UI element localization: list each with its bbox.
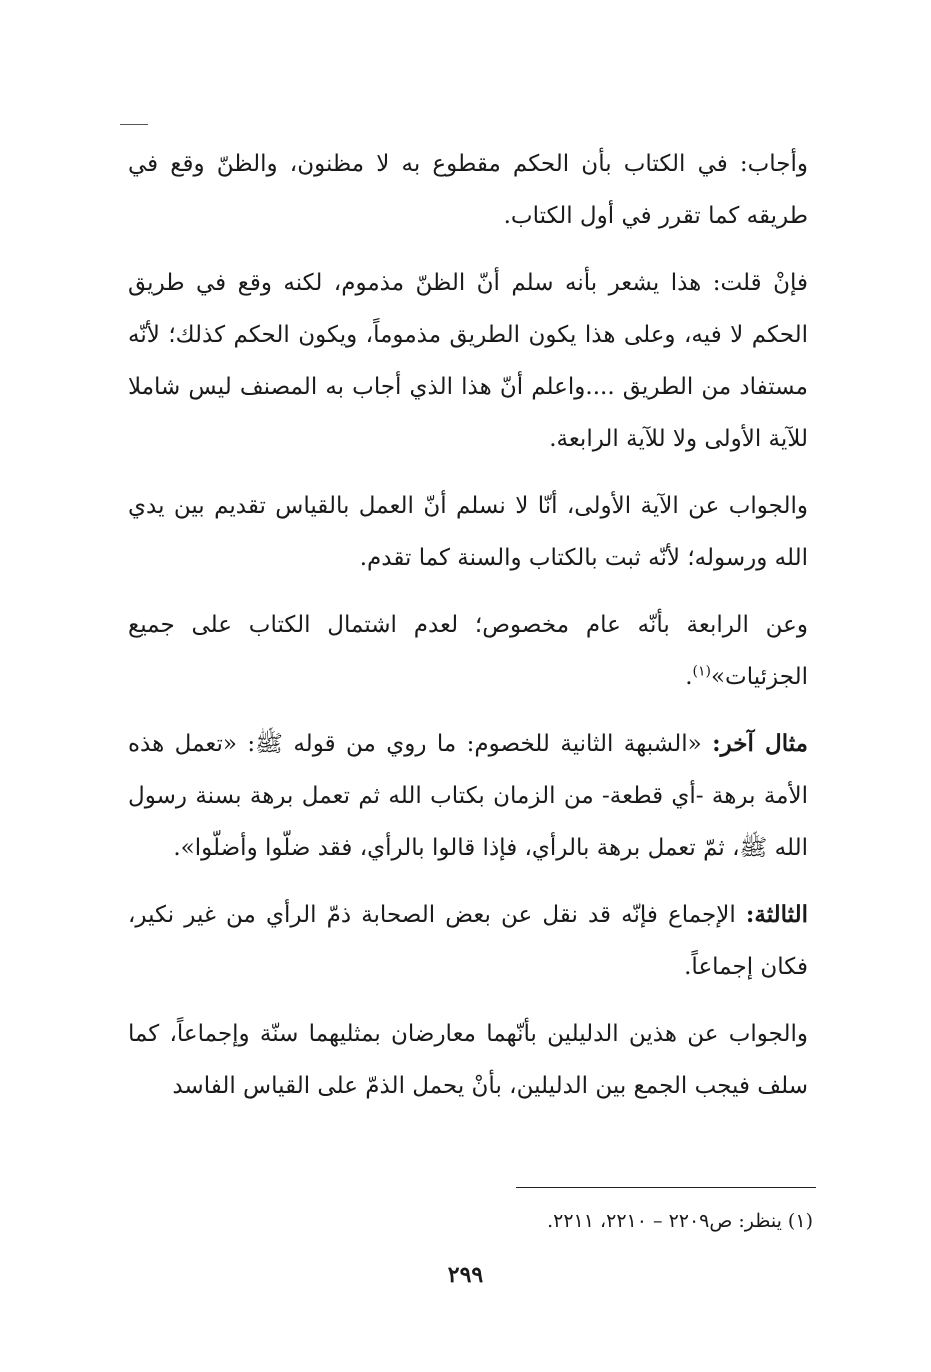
paragraph-2-text: فإنْ قلت: هذا يشعر بأنه سلم أنّ الظنّ مذموم، لكنه وقع في طريق الحكم لا فيه، وعلى هذا يكون الطريق مذموماً، ويكون الحكم كذلك؛ لأنّه مستفاد من الطريق ....واعلم أنّ هذا الذي أجاب به المصنف ليس شاملا للآية الأولى ولا للآية الرابعة. [128, 270, 808, 452]
paragraph-6-lead: الثالثة: [745, 901, 808, 928]
paragraph-3 [128, 480, 808, 584]
footnote-divider [516, 1187, 816, 1188]
paragraph-1 [128, 138, 808, 242]
paragraph-7 [128, 1008, 808, 1112]
footnote-reference[interactable]: (١) [692, 663, 711, 680]
header-mark [120, 124, 148, 125]
paragraph-5-lead: مثال آخر: [712, 730, 809, 757]
footnote: (١) ينظر: ص٢٢٠٩ – ٢٢١٠، ٢٢١١. [547, 1210, 813, 1232]
page-number: ٢٩٩ [447, 1262, 484, 1288]
paragraph-4-text: وعن الرابعة بأنّه عام مخصوص؛ لعدم اشتمال الكتاب على جميع الجزئيات» [128, 612, 808, 690]
paragraph-2 [128, 257, 808, 465]
paragraph-6-text: الإجماع فإنّه قد نقل عن بعض الصحابة ذمّ الرأي من غير نكير، فكان إجماعاً. [128, 902, 808, 980]
paragraph-4-end: . [685, 664, 693, 690]
main-text [128, 138, 808, 1127]
paragraph-5-text: «الشبهة الثانية للخصوم: ما روي من قوله ﷺ: «تعمل هذه الأمة برهة -أي قطعة- من الزمان بكتاب الله ثم تعمل برهة بسنة رسول الله ﷺ، ثمّ تعمل برهة بالرأي، فإذا قالوا بالرأي، فقد ضلّوا وأضلّوا». [128, 731, 808, 861]
paragraph-4 [128, 599, 808, 703]
paragraph-5 [128, 718, 808, 874]
paragraph-3-text: والجواب عن الآية الأولى، أنّا لا نسلم أنّ العمل بالقياس تقديم بين يدي الله ورسوله؛ لأنّه ثبت بالكتاب والسنة كما تقدم. [128, 493, 808, 571]
paragraph-6 [128, 889, 808, 993]
paragraph-7-text: والجواب عن هذين الدليلين بأنّهما معارضان بمثليهما سنّة وإجماعاً، كما سلف فيجب الجمع بين الدليلين، بأنْ يحمل الذمّ على القياس الفاسد [128, 1021, 808, 1099]
paragraph-1-text: وأجاب: في الكتاب بأن الحكم مقطوع به لا مظنون، والظنّ وقع في طريقه كما تقرر في أول الكتاب. [128, 151, 808, 229]
